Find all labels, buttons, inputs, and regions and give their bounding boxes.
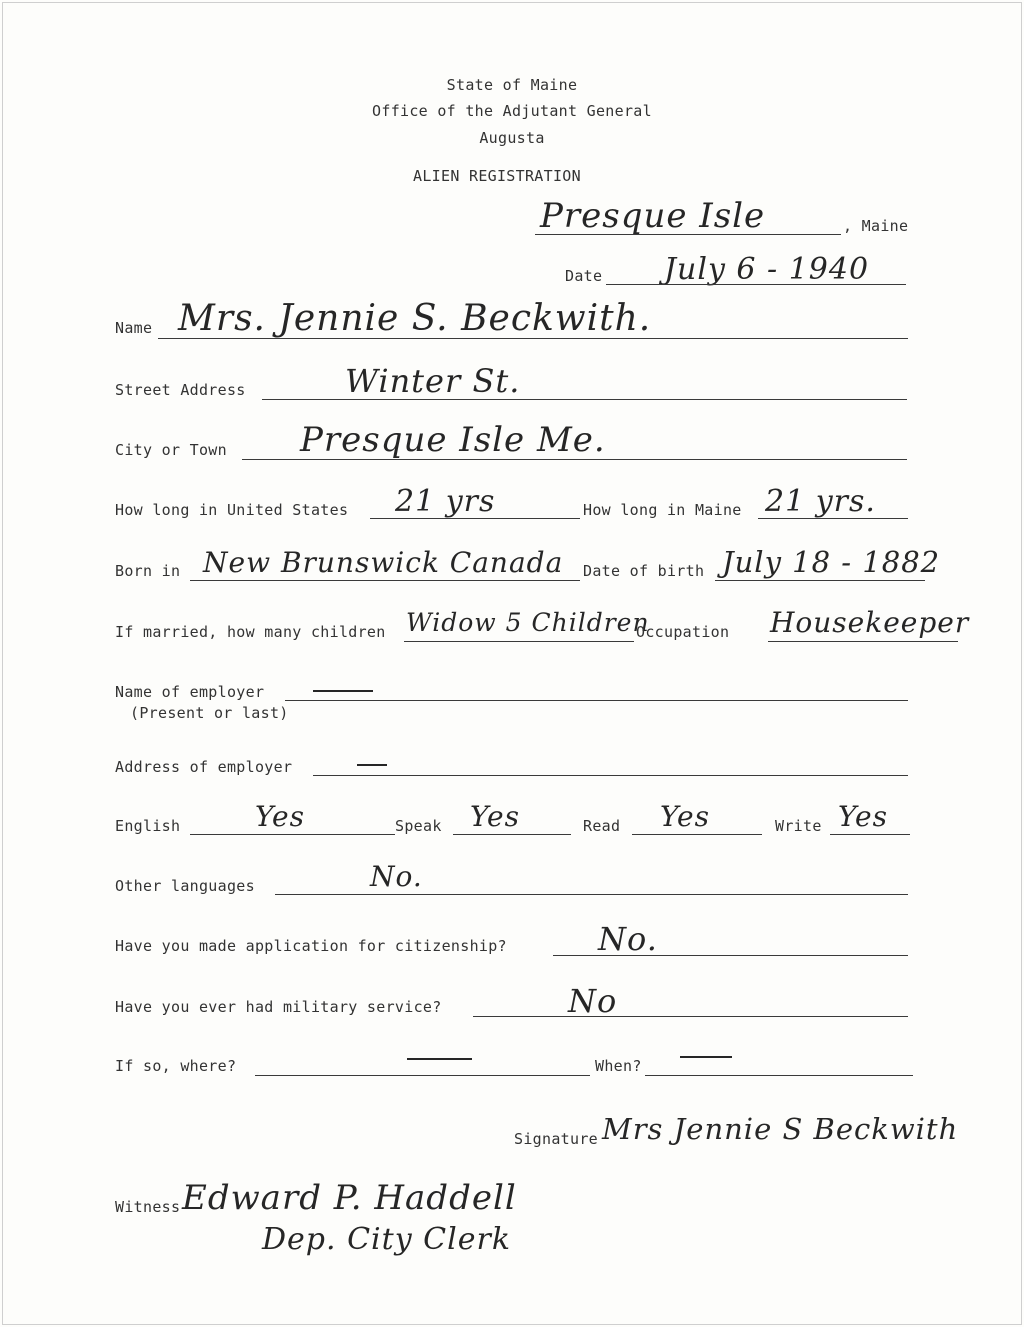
maine-duration-value: 21 yrs. <box>765 484 876 519</box>
name-line <box>158 338 908 339</box>
born-line <box>190 580 580 581</box>
speak-value: Yes <box>470 800 520 833</box>
speak-label: Speak <box>395 817 442 835</box>
service-where-label: If so, where? <box>115 1057 237 1075</box>
service-when-line <box>645 1075 913 1076</box>
city-label: City or Town <box>115 441 227 459</box>
occupation-label: Occupation <box>636 623 730 641</box>
header-office: Office of the Adjutant General <box>372 102 652 120</box>
children-label: If married, how many children <box>115 623 386 641</box>
employer-address-label: Address of employer <box>115 758 293 776</box>
dob-line <box>715 580 925 581</box>
english-line <box>190 834 395 835</box>
form-title: ALIEN REGISTRATION <box>413 167 581 185</box>
write-label: Write <box>775 817 822 835</box>
street-value: Winter St. <box>345 362 521 400</box>
other-languages-label: Other languages <box>115 877 255 895</box>
read-label: Read <box>583 817 621 835</box>
dob-value: July 18 - 1882 <box>722 545 941 579</box>
children-value: Widow 5 Children <box>406 608 650 637</box>
name-label: Name <box>115 319 153 337</box>
other-languages-line <box>275 894 908 895</box>
us-duration-line <box>370 518 580 519</box>
other-languages-value: No. <box>370 860 423 893</box>
header-state: State of Maine <box>446 76 578 94</box>
signature-label: Signature <box>514 1130 598 1148</box>
read-line <box>632 834 762 835</box>
born-label: Born in <box>115 562 181 580</box>
write-line <box>830 834 910 835</box>
occupation-value: Housekeeper <box>770 606 970 639</box>
citizenship-value: No. <box>598 920 658 958</box>
date-line <box>606 284 906 285</box>
us-duration-label: How long in United States <box>115 501 349 519</box>
us-duration-value: 21 yrs <box>395 484 496 519</box>
employer-address-line <box>313 775 908 776</box>
read-value: Yes <box>660 800 710 833</box>
employer-name-dash <box>313 690 373 692</box>
english-value: Yes <box>255 800 305 833</box>
service-where-dash <box>407 1058 472 1060</box>
english-label: English <box>115 817 181 835</box>
employer-address-dash <box>357 764 387 766</box>
citizenship-line <box>553 955 908 956</box>
place-line <box>535 234 841 235</box>
header-city: Augusta <box>479 129 545 147</box>
military-value: No <box>568 982 618 1020</box>
signature-value: Mrs Jennie S Beckwith <box>602 1112 959 1146</box>
witness-label: Witness <box>115 1198 181 1216</box>
dob-label: Date of birth <box>583 562 705 580</box>
date-value: July 6 - 1940 <box>664 252 870 287</box>
citizenship-label: Have you made application for citizenship? <box>115 937 507 955</box>
write-value: Yes <box>838 800 888 833</box>
maine-duration-label: How long in Maine <box>583 501 742 519</box>
city-line <box>242 459 907 460</box>
military-line <box>473 1016 908 1017</box>
service-where-line <box>255 1075 590 1076</box>
service-when-label: When? <box>595 1057 642 1075</box>
military-label: Have you ever had military service? <box>115 998 442 1016</box>
witness-value: Edward P. Haddell <box>182 1178 517 1218</box>
date-label: Date <box>565 267 603 285</box>
employer-name-line <box>285 700 908 701</box>
place-value: Presque Isle <box>540 196 766 236</box>
employer-name-sublabel: (Present or last) <box>130 704 289 722</box>
street-line <box>262 399 907 400</box>
maine-duration-line <box>758 518 908 519</box>
place-state-label: , Maine <box>843 217 909 235</box>
speak-line <box>453 834 571 835</box>
name-value: Mrs. Jennie S. Beckwith. <box>178 298 652 339</box>
city-value: Presque Isle Me. <box>300 420 606 460</box>
born-value: New Brunswick Canada <box>203 546 564 579</box>
occupation-line <box>768 641 958 642</box>
employer-name-label: Name of employer <box>115 683 265 701</box>
service-when-dash <box>680 1056 732 1058</box>
children-line <box>404 641 634 642</box>
street-label: Street Address <box>115 381 246 399</box>
witness-title: Dep. City Clerk <box>262 1222 511 1257</box>
